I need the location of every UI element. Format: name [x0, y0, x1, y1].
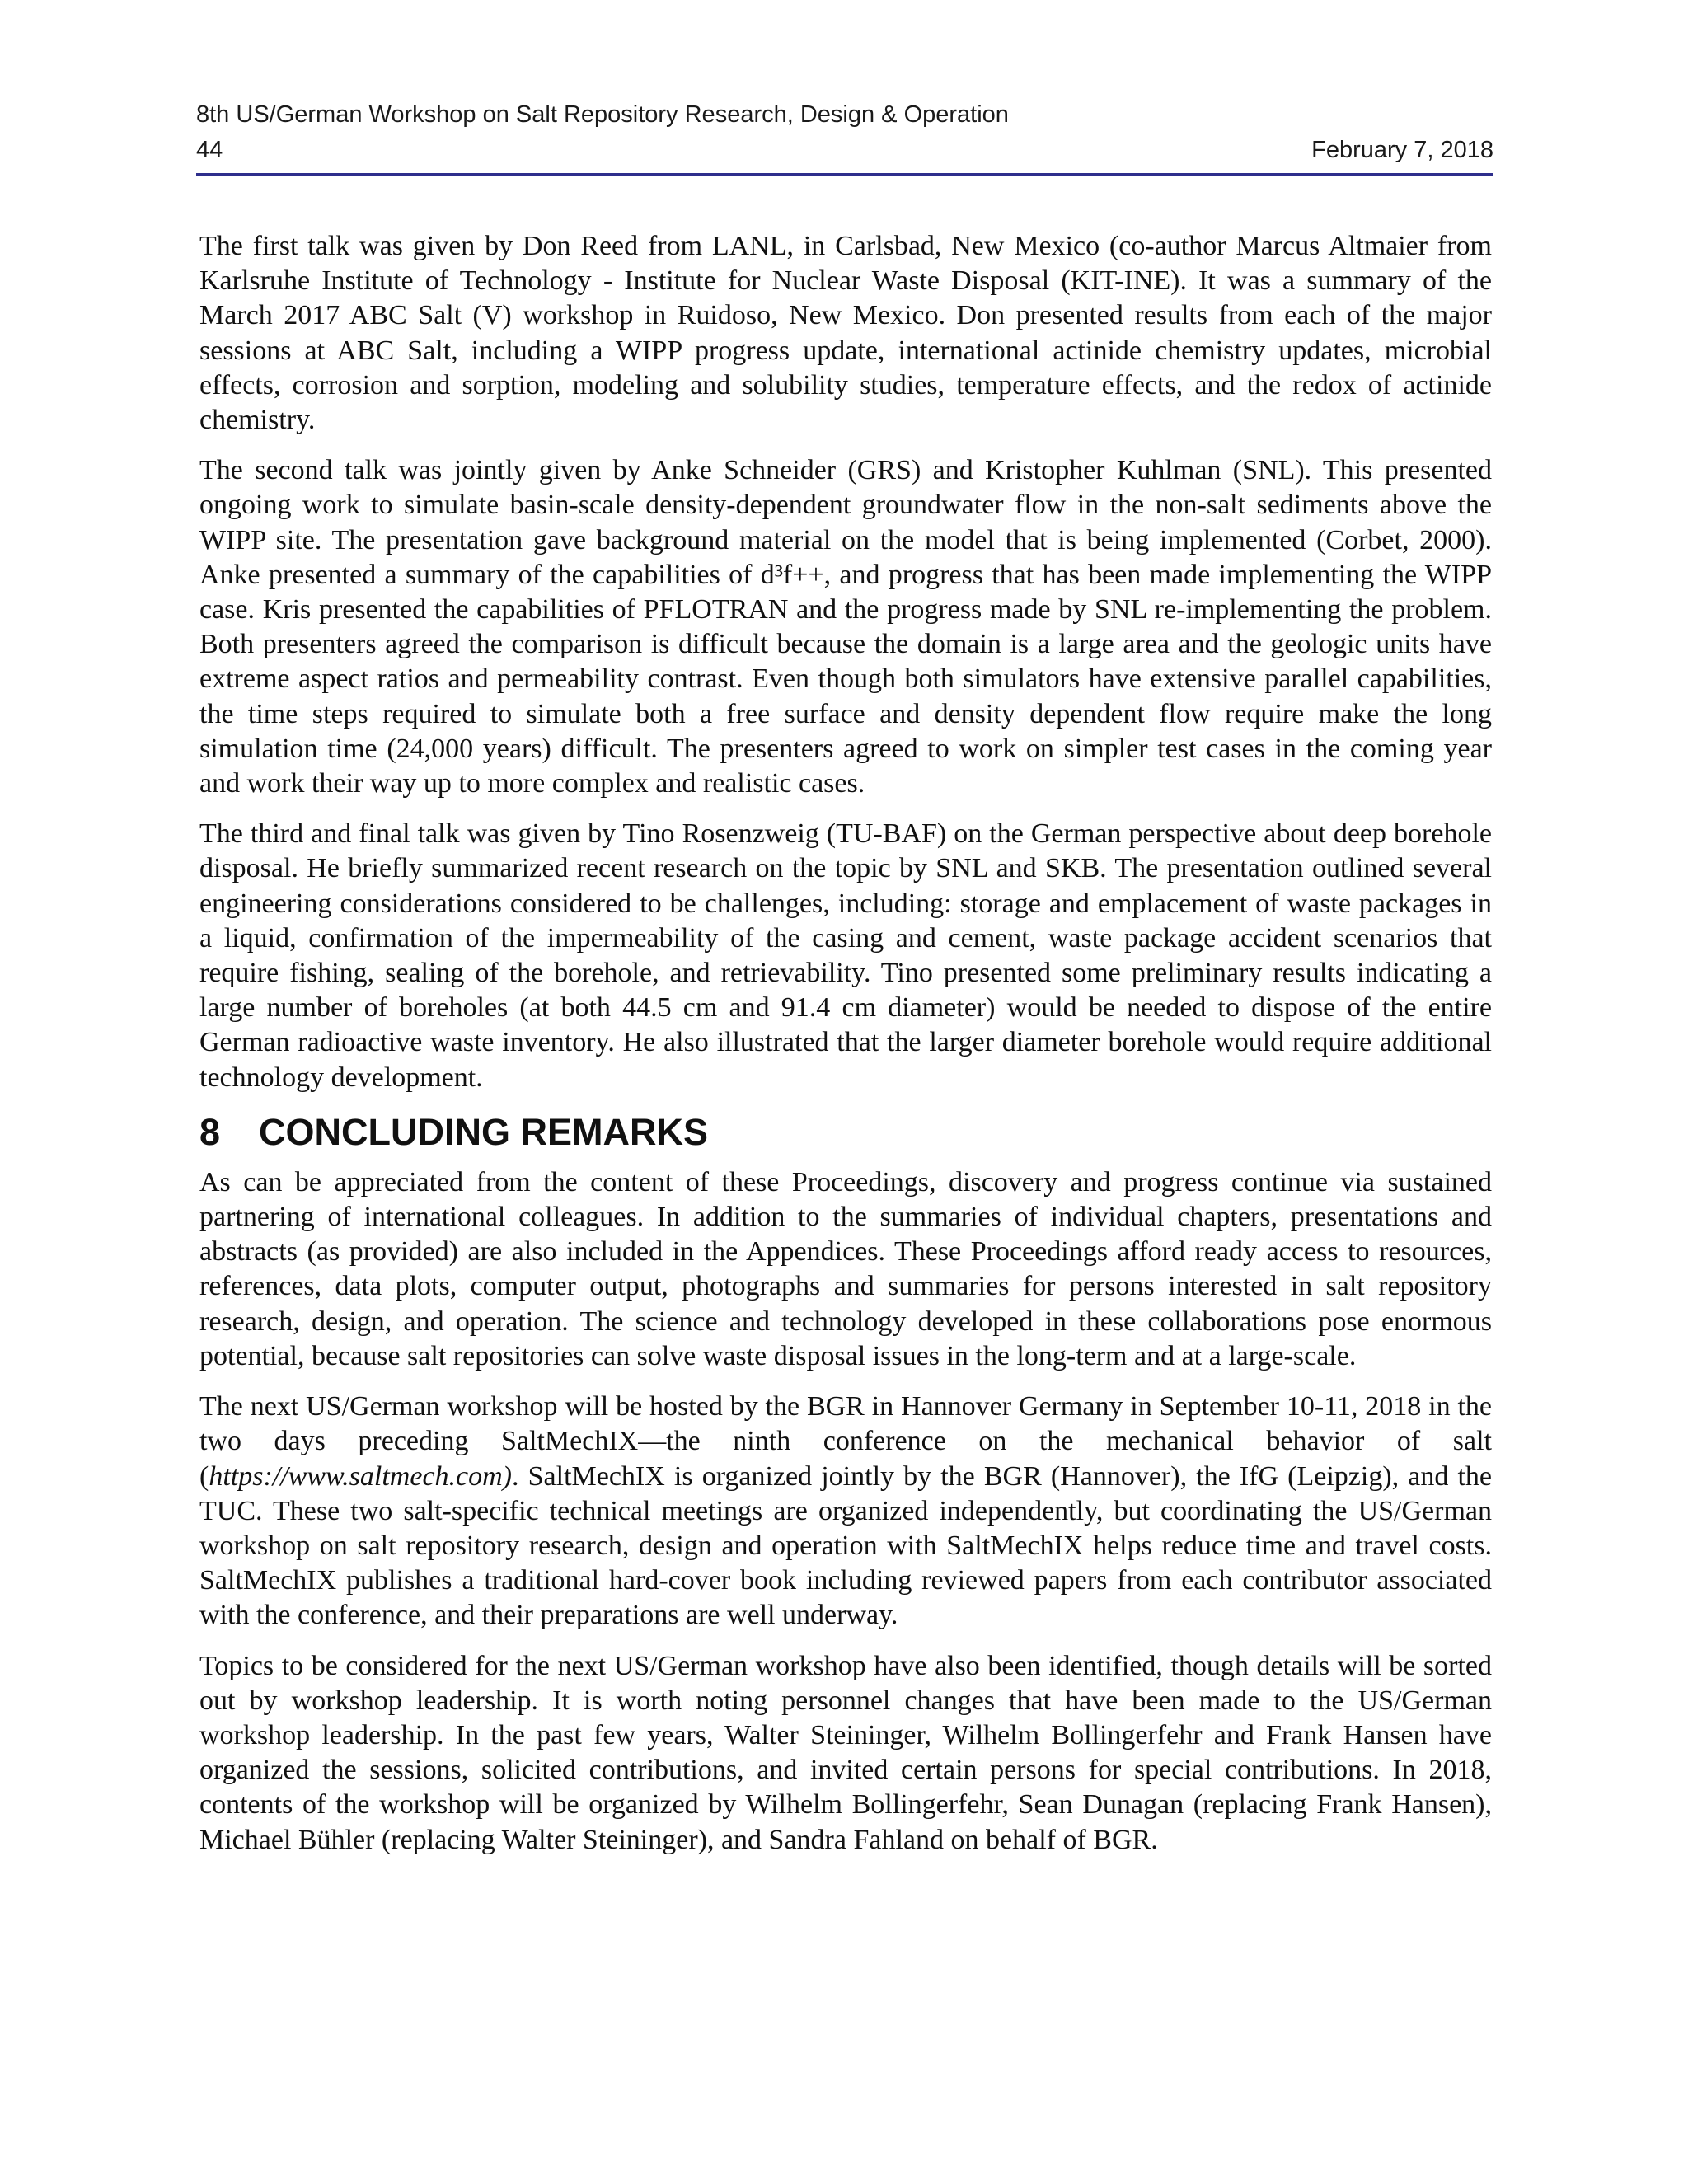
page-header [196, 97, 1493, 176]
paragraph-concluding-2 [199, 1390, 1492, 1633]
paragraph-second-talk: The second talk was jointly given by Anke Schneider (GRS) and Kristopher Kuhlman (SNL). This presented ongoing work to simulate basin-scale density-dependent groundwater flow in the non-salt sediments above the WIPP site. The presentation gave background material on the model that is being implemented (Corbet, 2000). Anke presented a summary of the capabilities of d³f++, and progress that has been made implementing the WIPP case. Kris presented the capabilities of PFLOTRAN and the progress made by SNL re-implementing the problem. Both presenters agreed the comparison is difficult because the domain is a large area and the geologic units have extreme aspect ratios and permeability contrast. Even though both simulators have extensive parallel capabilities, the time steps required to simulate both a free surface and density dependent flow require make the long simulation time (24,000 years) difficult. The presenters agreed to work on simpler test cases in the coming year and work their way up to more complex and realistic cases. [199, 455, 1492, 799]
page-number: 44 [196, 137, 223, 163]
section-heading [199, 1111, 1492, 1154]
header-date: February 7, 2018 [1311, 137, 1493, 163]
section-title: CONCLUDING REMARKS [259, 1110, 708, 1153]
paragraph-concluding-1: As can be appreciated from the content of these Proceedings, discovery and progress continue via sustained partnering of international colleagues. In addition to the summaries of individual chapters, presentations and abstracts (as provided) are also included in the Appendices. These Proceedings afford ready access to resources, references, data plots, computer output, photographs and summaries for persons interested in salt repository research, design, and operation. The science and technology developed in these collaborations pose enormous potential, because salt repositories can solve waste disposal issues in the long-term and at a large-scale. [199, 1166, 1492, 1371]
paragraph-third-talk: The third and final talk was given by Tino Rosenzweig (TU-BAF) on the German perspective about deep borehole disposal. He briefly summarized recent research on the topic by SNL and SKB. The presentation outlined several engineering considerations considered to be challenges, including: storage and emplacement of waste packages in a liquid, confirmation of the impermeability of the casing and cement, waste package accident scenarios that require fishing, sealing of the borehole, and retrievability. Tino presented some preliminary results indicating a large number of boreholes (at both 44.5 cm and 91.4 cm diameter) would be needed to dispose of the entire German radioactive waste inventory. He also illustrated that the larger diameter borehole would require additional technology development. [199, 818, 1492, 1093]
paragraph-concluding-3: Topics to be considered for the next US/German workshop have also been identified, though details will be sorted out by workshop leadership. It is worth noting personnel changes that have been made to the US/German workshop leadership. In the past few years, Walter Steininger, Wilhelm Bollingerfehr and Frank Hansen have organized the sessions, solicited contributions, and invited certain persons for special contributions. In 2018, contents of the workshop will be organized by Wilhelm Bollingerfehr, Sean Dunagan (replacing Frank Hansen), Michael Bühler (replacing Walter Steininger), and Sandra Fahland on behalf of BGR. [199, 1650, 1492, 1855]
header-title: 8th US/German Workshop on Salt Repository Research, Design & Operation [196, 101, 1009, 128]
section-number: 8 [199, 1110, 221, 1153]
paragraph-concluding-2-end: . SaltMechIX is organized jointly by the BGR (Hannover), the IfG (Leipzig), and the TUC. These two salt-specific technical meetings are organized independently, but coordinating the US/German workshop on salt repository research, design and operation with SaltMechIX helps reduce time and travel costs. SaltMechIX publishes a traditional hard-cover book including reviewed papers from each contributor associated with the conference, and their preparations are well underway. [199, 1460, 1492, 1631]
saltmech-url: https://www.saltmech.com) [209, 1460, 513, 1492]
paragraph-concluding-2-start: The next US/German workshop will be hosted by the BGR in Hannover Germany in September 10-11, 2018 in the two days preceding SaltMechIX—the ninth conference on the mechanical behavior of salt ( [199, 1391, 1492, 1492]
paragraph-first-talk: The first talk was given by Don Reed from LANL, in Carlsbad, New Mexico (co-author Marcus Altmaier from Karlsruhe Institute of Technology - Institute for Nuclear Waste Disposal (KIT-INE). It was a summary of the March 2017 ABC Salt (V) workshop in Ruidoso, New Mexico. Don presented results from each of the major sessions at ABC Salt, including a WIPP progress update, international actinide chemistry updates, microbial effects, corrosion and sorption, modeling and solubility studies, temperature effects, and the redox of actinide chemistry. [199, 231, 1492, 436]
document-body [199, 229, 1492, 1873]
